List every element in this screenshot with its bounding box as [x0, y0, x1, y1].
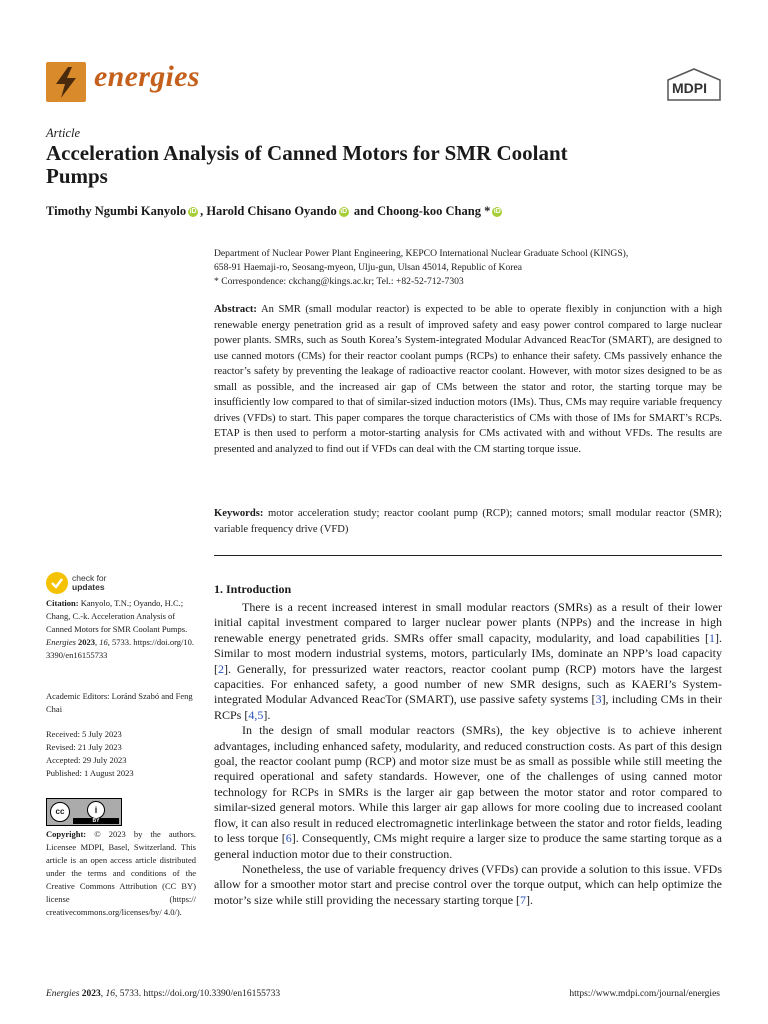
abstract	[214, 302, 722, 457]
paragraph-text: In the design of small modular reactors (SMRs), the key objective is to achieve inherent advantages, including enhanced safety, modularity, and reduced construction costs. As part of this design goal, the reactor coolant pump (RCP) and motor size must be as small as possible while still meeting the required operational and safety standards. However, one of the challenges of using canned motor technology for RCPs in SMRs is the larger air gap between the motor stator and rotor compared to similar-sized general motors. While this larger air gap allows for more cooling due to increased coolant flow, it can also result in reduced electromagnetic interlinkage between the stator and rotor fields, leading to less torque [	[214, 723, 722, 846]
copyright-label: Copyright:	[46, 829, 87, 839]
footer-journal-url[interactable]: https://www.mdpi.com/journal/energies	[569, 989, 720, 999]
paragraph-text: There is a recent increased interest in small modular reactors (SMRs) as a result of their lower initial capital investment compared to larger nuclear power plants (NPPs) and the increase in high renewable energy penetrated grids. SMRs offer small capacity, modularity, and load capabilities [	[214, 600, 722, 645]
date-published: Published: 1 August 2023	[46, 768, 134, 778]
paragraph-text: ]. Generally, for pressurized water reactors, reactor coolant pump (RCP) motors have the largest capacities. For enhanced safety, a good number of new SMR designs, such as KAERI’s System-integrated Modular Advanced ReacTor (SMART), use passive safety systems [	[214, 661, 722, 707]
orcid-icon[interactable]: iD	[189, 207, 197, 215]
paragraph-text: ]. Similar to most modern industrial systems, motors, particularly IMs, dominate an NPP’s load capacity [	[214, 630, 722, 676]
body-text	[214, 600, 722, 908]
affiliation-line: 658-91 Haemaji-ro, Seosang-myeon, Ulju-gun, Ulsan 45014, Republic of Korea	[214, 262, 522, 273]
author-name: Timothy Ngumbi Kanyolo	[46, 204, 187, 218]
citation-year: 2023	[78, 637, 96, 647]
abstract-label: Abstract:	[214, 304, 257, 315]
lightning-icon	[46, 62, 86, 102]
orcid-icon[interactable]: iD	[493, 207, 501, 215]
footer-year: 2023	[81, 989, 101, 999]
correspondence: * Correspondence: ckchang@kings.ac.kr; Tel.: +82-52-712-7303	[214, 276, 464, 287]
mdpi-logo-text: MDPI	[672, 80, 707, 96]
footer-citation: Energies 2023, 16, 5733. https://doi.org/10.3390/en16155733	[46, 989, 281, 999]
paragraph-text: ], including CMs in their RCPs [	[214, 692, 722, 722]
affiliation-line: Department of Nuclear Power Plant Engineering, KEPCO International Nuclear Graduate School (KINGS),	[214, 248, 629, 259]
check-for-updates-button[interactable]	[46, 572, 107, 594]
attribution-icon: i	[87, 801, 105, 819]
editors-names: Loránd Szabó and Feng Chai	[46, 691, 193, 714]
copyright-text: © 2023 by the authors. Licensee MDPI, Basel, Switzerland. This article is an open access article distributed under the terms and conditions of the Creative Commons Attribution (CC BY) license (https:// creativecommons.org/licenses/by/ 4.0/).	[46, 829, 196, 917]
citation-link[interactable]: 1	[709, 630, 715, 645]
citation-block: Citation: Kanyolo, T.N.; Oyando, H.C.; Chang, C.-k. Acceleration Analysis of Canned Motors for SMR Coolant Pumps. Energies 2023, 16, 5733. https://doi.org/10.3390/en16155733	[46, 598, 195, 660]
academic-editors	[46, 690, 196, 716]
paragraph	[214, 600, 722, 723]
journal-logo-icon	[46, 62, 86, 102]
cc-by-license-badge[interactable]	[46, 798, 122, 826]
copyright-notice	[46, 828, 196, 919]
section-title: 1. Introduction	[214, 582, 292, 596]
article-title: Acceleration Analysis of Canned Motors for SMR Coolant Pumps	[46, 141, 568, 188]
author-separator: ,	[200, 204, 207, 218]
journal-name[interactable]: energies	[94, 60, 200, 93]
article-type: Article	[46, 126, 81, 140]
date-accepted: Accepted: 29 July 2023	[46, 755, 127, 765]
citation-label: Citation:	[46, 598, 79, 608]
keywords-label: Keywords:	[214, 508, 264, 519]
footer-doi[interactable]: , 5733. https://doi.org/10.3390/en16155733	[115, 989, 281, 999]
citation-journal: Energies	[46, 637, 76, 647]
citation-link[interactable]: 6	[285, 831, 292, 846]
author-list	[46, 204, 504, 219]
check-updates-line: check for	[72, 573, 107, 583]
publisher-logo[interactable]	[666, 68, 722, 102]
citation-link[interactable]: 2	[218, 661, 224, 676]
citation-link[interactable]: 4,5	[248, 707, 264, 722]
paragraph-text: ]. Consequently, CMs might require a larger size to produce the same starting torque as a general induction motor due to their construction.	[214, 831, 722, 861]
author-separator: and	[350, 204, 378, 218]
article-dates	[46, 728, 196, 780]
date-received: Received: 5 July 2023	[46, 729, 122, 739]
by-label: BY	[73, 818, 119, 824]
citation-doi[interactable]: , 5733. https://doi.org/10.3390/en16155733	[46, 637, 195, 660]
paragraph-text: ].	[263, 707, 271, 722]
date-revised: Revised: 21 July 2023	[46, 742, 122, 752]
orcid-icon[interactable]: iD	[340, 207, 348, 215]
citation-volume: 16	[99, 637, 108, 647]
paragraph-text: Nonetheless, the use of variable frequency drives (VFDs) can provide a solution to this issue. VFDs allow for a smoother motor start and precise control over the torque output, which can help optimize the motor’s size while still providing the necessary starting torque [	[214, 861, 722, 907]
keywords-text: motor acceleration study; reactor coolant pump (RCP); canned motors; small modular reactor (SMR); variable frequency drive (VFD)	[214, 508, 722, 535]
footer-journal: Energies	[46, 989, 80, 999]
affiliation	[214, 247, 734, 289]
citation-link[interactable]: 7	[520, 892, 527, 907]
paragraph	[214, 723, 722, 862]
paragraph-text: ].	[526, 892, 534, 907]
footer-volume: 16	[105, 989, 116, 999]
divider	[214, 555, 722, 556]
check-updates-icon	[46, 572, 68, 594]
cc-icon: cc	[50, 802, 70, 822]
check-updates-line: updates	[72, 582, 105, 592]
author-name: Choong-koo Chang *	[377, 204, 491, 218]
editors-label: Academic Editors:	[46, 691, 110, 701]
abstract-text: An SMR (small modular reactor) is expected to be able to operate flexibly in conjunction with a high renewable energy penetration grid as a result of improved safety and easy power control compared to large nuclear power plants. SMRs, such as South Korea’s System-integrated Modular Advanced ReacTor (SMART), are designed to use canned motors (CMs) for their reactor coolant pumps (RCPs) to enhance their safety. CMs passively enhance the reactor’s safety by preventing the leakage of radioactive reactor coolant. However, with motor sizes designed to be as small as possible, and the increased air gap of CMs between the stator and rotor, the starting torque may be insufficiently low compared to that of similar-sized induction motors (IMs). Thus, CMs may require variable frequency drives (VFDs) to start. This paper compares the torque characteristics of CMs with those of IMs for SMART’s RCPs. ETAP is then used to perform a motor-starting analysis for CMs activated with and without VFDs. The results are presented and analyzed to find out if VFDs can deal with the CM starting torque issue.	[214, 304, 722, 455]
keywords	[214, 506, 722, 537]
author-name: Harold Chisano Oyando	[206, 204, 337, 218]
paragraph	[214, 862, 722, 908]
citation-link[interactable]: 3	[595, 692, 602, 707]
citation-text: Kanyolo, T.N.; Oyando, H.C.; Chang, C.-k. Acceleration Analysis of Canned Motors for SMR Coolant Pumps.	[46, 598, 188, 634]
